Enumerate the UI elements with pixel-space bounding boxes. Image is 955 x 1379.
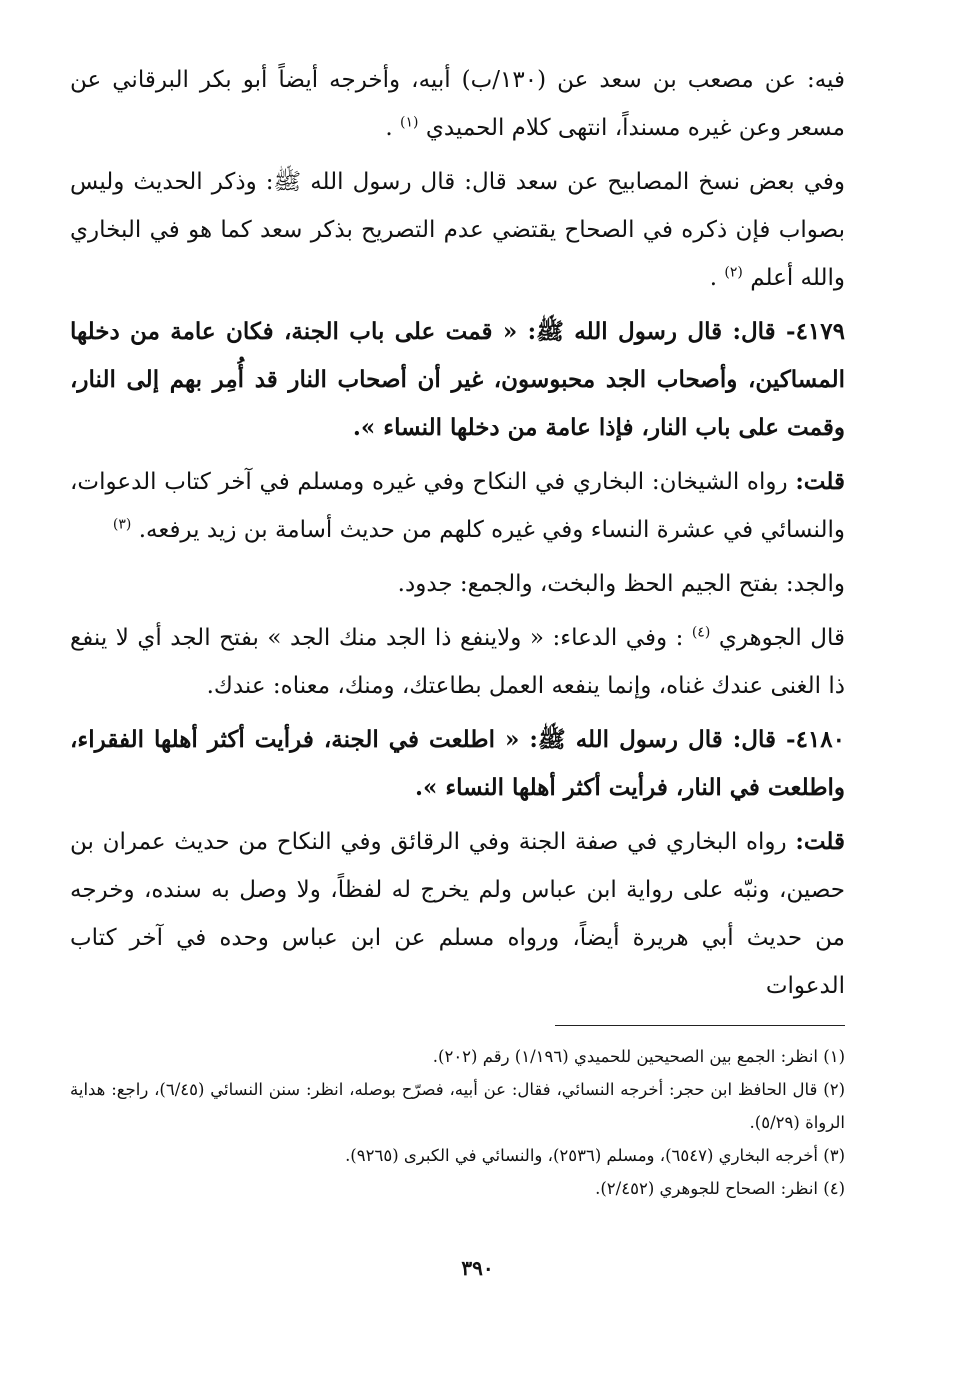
main-text xyxy=(70,56,845,1016)
footnote-2: (٢) قال الحافظ ابن حجر: أخرجه النسائي، فقال: عن أبيه، فصرّح بوصله، انظر: سنن النسائي (٦/٤٥)، راجع: هداية الرواة (٥/٢٩). xyxy=(70,1080,845,1132)
page-number: ٣٩٠ xyxy=(461,1256,494,1280)
footnote-divider xyxy=(555,1025,845,1026)
footnote-ref-4[interactable]: (٤) xyxy=(691,624,711,641)
footnote-ref-1[interactable]: (١) xyxy=(400,114,419,131)
hadith-4179: ٤١٧٩- قال: قال رسول الله ﷺ: « قمت على باب الجنة، فكان عامة من دخلها المساكين، وأصحاب الجد محبوسون، غير أن أصحاب النار قد أُمِر بهم إلى النار، وقمت على باب النار، فإذا عامة من دخلها النساء ». xyxy=(70,318,845,441)
paragraph-2: وفي بعض نسخ المصابيح عن سعد قال: قال رسول الله ﷺ: وذكر الحديث وليس بصواب فإن ذكره في الصحاح يقتضي عدم التصريح بذكر سعد كما هو في البخاري والله أعلم $^{(٢)}$ . xyxy=(70,169,845,291)
footnote-4: (٤) انظر: الصحاح للجوهري (٢/٤٥٢). xyxy=(595,1179,845,1198)
commentary-2: قلت: رواه البخاري في صفة الجنة وفي الرقائق وفي النكاح من حديث عمران بن حصين، ونبّه على رواية ابن عباس ولم يخرج له لفظاً، ولا وصل به سنده، وخرجه من حديث أبي هريرة أيضاً، ورواه مسلم عن ابن عباس وحده في آخر كتاب الدعوات xyxy=(70,828,846,999)
paragraph-4: قال الجوهري $^{(٤)}$ : وفي الدعاء: « ولاينفع ذا الجد منك الجد » بفتح الجد أي لا ينفع ذا الغنى عندك غناه، وإنما ينفعه العمل بطاعتك، ومنك، معناه: عندك. xyxy=(70,624,845,699)
footnotes xyxy=(70,1040,845,1205)
paragraph-3: والجد: بفتح الجيم الحظ والبخت، والجمع: جدود. xyxy=(397,571,845,597)
footnote-ref-2[interactable]: (٢) xyxy=(724,264,743,281)
commentary-1: قلت: رواه الشيخان: البخاري في النكاح وفي غيره ومسلم في آخر كتاب الدعوات، والنسائي في عشرة النساء وفي غيره كلهم من حديث أسامة بن زيد يرفعه. $^{(٣)}$ xyxy=(70,468,845,543)
footnote-3: (٣) أخرجه البخاري (٦٥٤٧)، ومسلم (٢٥٣٦)، والنسائي في الكبرى (٩٢٦٥). xyxy=(345,1146,845,1165)
qult-label: قلت: xyxy=(795,468,845,495)
hadith-4180: ٤١٨٠- قال: قال رسول الله ﷺ: « اطلعت في الجنة، فرأيت أكثر أهلها الفقراء، واطلعت في النار، فرأيت أكثر أهلها النساء ». xyxy=(70,726,845,801)
footnote-ref-3[interactable]: (٣) xyxy=(112,516,132,533)
qult-label: قلت: xyxy=(795,828,846,855)
footnote-1: (١) انظر: الجمع بين الصحيحين للحميدي (١/١٩٦) رقم (٢٠٢). xyxy=(432,1047,845,1066)
paragraph-1: فيه: عن مصعب بن سعد عن (١٣٠/ب) أبيه، وأخرجه أيضاً أبو بكر البرقاني عن مسعر وعن غيره مسنداً، انتهى كلام الحميدي $^{(١)}$ . xyxy=(70,67,845,141)
